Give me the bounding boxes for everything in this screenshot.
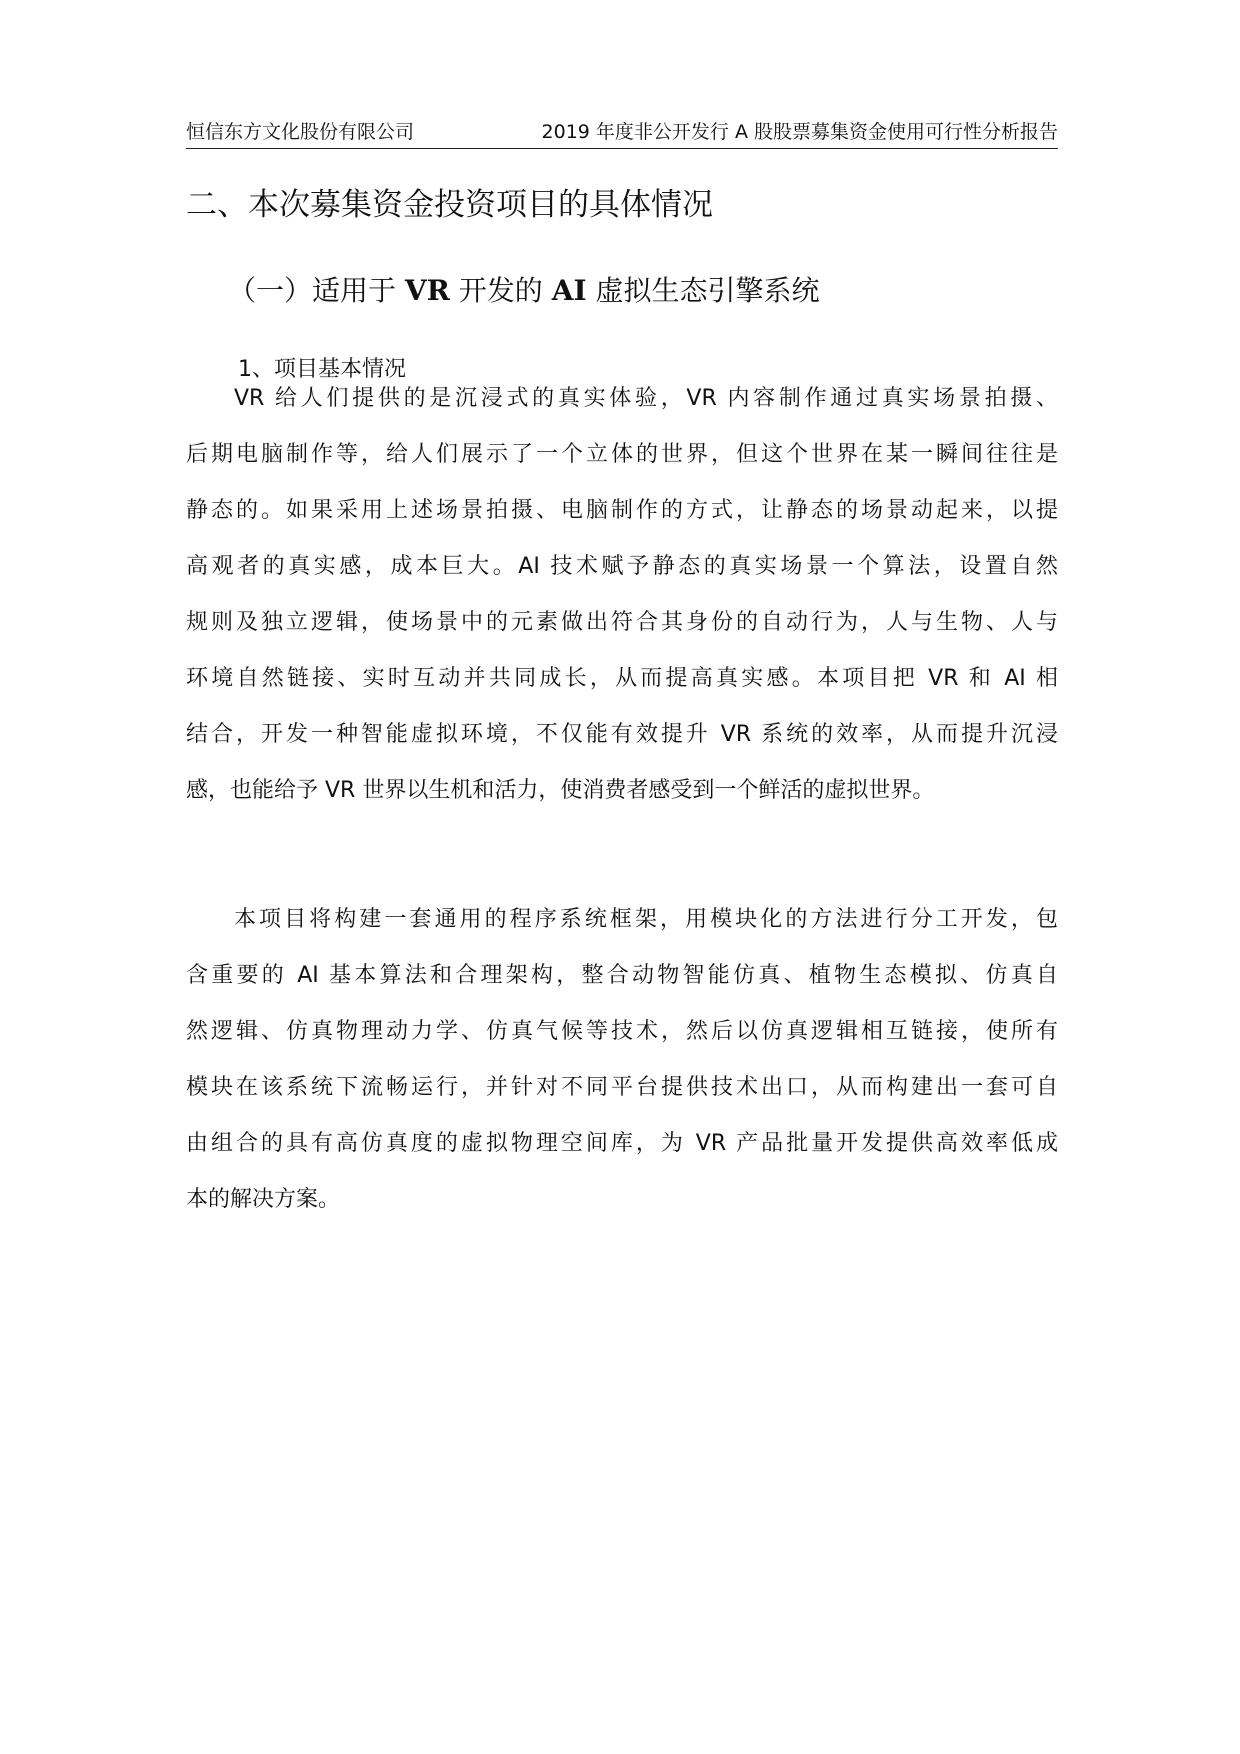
- paragraph-line: 规则及独立逻辑，使场景中的元素做出符合其身份的自动行为，人与生物、人与: [186, 610, 1058, 635]
- paragraph-line: 环境自然链接、实时互动并共同成长，从而提高真实感。本项目把 VR 和 AI 相: [186, 666, 1058, 691]
- subsection-prefix: （一）适用于: [228, 274, 405, 307]
- paragraph-line: 结合，开发一种智能虚拟环境，不仅能有效提升 VR 系统的效率，从而提升沉浸: [186, 722, 1058, 747]
- item-title: 1、项目基本情况: [238, 357, 406, 382]
- paragraph-line: VR 给人们提供的是沉浸式的真实体验，VR 内容制作通过真实场景拍摄、: [234, 386, 1058, 411]
- paragraph-line: 感，也能给予 VR 世界以生机和活力，使消费者感受到一个鲜活的虚拟世界。: [186, 778, 935, 803]
- section-title: 二、本次募集资金投资项目的具体情况: [186, 187, 713, 223]
- paragraph-2: [186, 892, 1058, 1228]
- header-report-title: 2019 年度非公开发行 A 股股票募集资金使用可行性分析报告: [541, 121, 1058, 143]
- subsection-title: [228, 273, 819, 309]
- page-header: [186, 120, 1058, 149]
- paragraph-line: 然逻辑、仿真物理动力学、仿真气候等技术，然后以仿真逻辑相互链接，使所有: [186, 1019, 1058, 1044]
- paragraph-line: 由组合的具有高仿真度的虚拟物理空间库，为 VR 产品批量开发提供高效率低成: [186, 1131, 1058, 1156]
- paragraph-line: 后期电脑制作等，给人们展示了一个立体的世界，但这个世界在某一瞬间往往是: [186, 442, 1058, 467]
- paragraph-1: [186, 371, 1058, 819]
- paragraph-line: 本的解决方案。: [186, 1187, 341, 1212]
- paragraph-line: 静态的。如果采用上述场景拍摄、电脑制作的方式，让静态的场景动起来，以提: [186, 498, 1058, 523]
- header-company-name: 恒信东方文化股份有限公司: [186, 121, 415, 143]
- subsection-suffix: 虚拟生态引擎系统: [586, 274, 820, 307]
- subsection-ai: AI: [551, 274, 587, 307]
- paragraph-line: 模块在该系统下流畅运行，并针对不同平台提供技术出口，从而构建出一套可自: [186, 1075, 1058, 1100]
- paragraph-line: 含重要的 AI 基本算法和合理架构，整合动物智能仿真、植物生态模拟、仿真自: [186, 963, 1058, 988]
- paragraph-line: 本项目将构建一套通用的程序系统框架，用模块化的方法进行分工开发，包: [234, 907, 1058, 932]
- paragraph-line: 高观者的真实感，成本巨大。AI 技术赋予静态的真实场景一个算法，设置自然: [186, 554, 1058, 579]
- subsection-middle: 开发的: [449, 274, 552, 307]
- subsection-vr: VR: [404, 274, 450, 307]
